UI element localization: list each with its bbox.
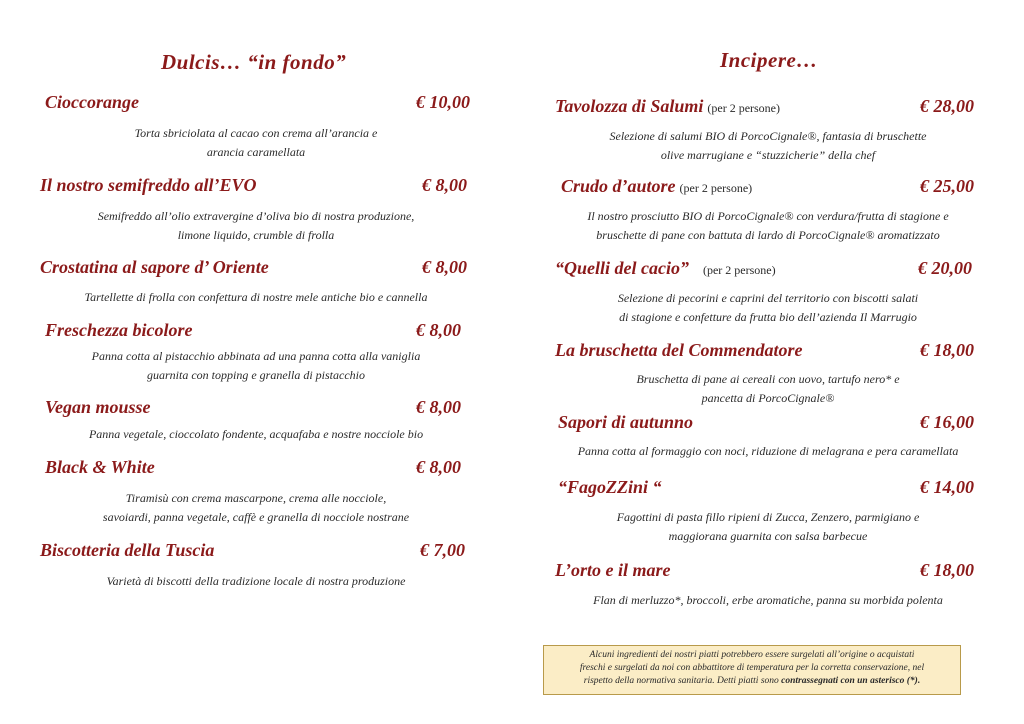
notice-line: rispetto della normativa sanitaria. Detti piatti sono contrassegnati con un asterisco (*). [583, 676, 921, 686]
dish-price: € 8,00 [416, 457, 461, 477]
dish-description: Selezione di salumi BIO di PorcoCignale®, fantasia di bruschette olive marrugiane e “stuzzicherie” della chef [609, 129, 927, 162]
dish-name: Crostatina al sapore d’ Oriente [40, 257, 269, 277]
dish-name: Cioccorange [45, 92, 139, 112]
dish-description: Il nostro prosciutto BIO di PorcoCignale® con verdura/frutta di stagione e bruschette di pane con battuta di lardo di PorcoCignale® aromatizzato [587, 209, 949, 242]
dish-name: “FagoZZini “ [558, 477, 662, 497]
dish-description: Semifreddo all’olio extravergine d’oliva bio di nostra produzione, limone liquido, crumble di frolla [97, 209, 415, 242]
dish-name: Sapori di autunno [558, 412, 694, 432]
dish-name: La bruschetta del Commendatore [555, 340, 803, 360]
allergen-frozen-notice [543, 645, 961, 695]
dish-price: € 18,00 [920, 340, 974, 360]
dish-name: Freschezza bicolore [45, 320, 193, 340]
dish-name: Black & White [45, 457, 155, 477]
dish-name: Tavolozza di Salumi (per 2 persone) [555, 96, 781, 116]
dish-price: € 18,00 [920, 560, 974, 580]
dish-description: Bruschetta di pane ai cereali con uovo, tartufo nero* e pancetta di PorcoCignale® [636, 372, 900, 405]
dish-price: € 16,00 [920, 412, 974, 432]
dish-price: € 20,00 [918, 258, 972, 278]
dish-price: € 8,00 [416, 397, 461, 417]
notice-line: Alcuni ingredienti dei nostri piatti potrebbero essere surgelati all’origine o acquistati [589, 650, 915, 660]
dish-description: Flan di merluzzo*, broccoli, erbe aromatiche, panna su morbida polenta [593, 593, 943, 607]
dish-price: € 8,00 [416, 320, 461, 340]
dish-name: Il nostro semifreddo all’EVO [40, 175, 257, 195]
dish-description: Tiramisù con crema mascarpone, crema alle nocciole, savoiardi, panna vegetale, caffè e granella di nocciole nostrane [102, 491, 410, 524]
starters-section-title: Incipere… [720, 48, 818, 72]
dish-description: Panna cotta al pistacchio abbinata ad una panna cotta alla vaniglia guarnita con topping e granella di pistacchio [91, 349, 421, 382]
dish-name: “Quelli del cacio” (per 2 persone) [555, 258, 776, 278]
dish-description: Panna cotta al formaggio con noci, riduzione di melagrana e pera caramellata [577, 444, 959, 458]
dish-description: Tartellette di frolla con confettura di nostre mele antiche bio e cannella [84, 290, 428, 304]
dish-description: Panna vegetale, cioccolato fondente, acquafaba e nostre nocciole bio [88, 427, 424, 441]
dish-price: € 25,00 [920, 176, 974, 196]
dish-portion-note: (per 2 persone) [707, 101, 781, 115]
dish-description: Selezione di pecorini e caprini del territorio con biscotti salati di stagione e confetture da frutta bio dell’azienda Il Marrugio [617, 291, 919, 324]
dish-description: Fagottini di pasta fillo ripieni di Zucca, Zenzero, parmigiano e maggiorana guarnita con salsa barbecue [616, 510, 920, 543]
dish-price: € 7,00 [420, 540, 465, 560]
dish-portion-note: (per 2 persone) [679, 181, 753, 195]
dessert-section-title: Dulcis… “in fondo” [161, 50, 347, 74]
dish-description: Torta sbriciolata al cacao con crema all’arancia e arancia caramellata [134, 126, 378, 159]
dish-name: L’orto e il mare [555, 560, 671, 580]
dish-name: Biscotteria della Tuscia [40, 540, 215, 560]
dish-name: Crudo d’autore (per 2 persone) [561, 176, 753, 196]
dish-description: Varietà di biscotti della tradizione locale di nostra produzione [106, 574, 406, 588]
notice-line: freschi e surgelati da noi con abbattitore di temperatura per la corretta conservazione, nel [579, 663, 925, 673]
dish-price: € 14,00 [920, 477, 974, 497]
dish-portion-note: (per 2 persone) [702, 263, 776, 277]
notice-emphasis: contrassegnati con un asterisco (*). [781, 676, 921, 686]
dish-price: € 8,00 [422, 175, 467, 195]
dish-name: Vegan mousse [45, 397, 151, 417]
dish-price: € 8,00 [422, 257, 467, 277]
dish-price: € 10,00 [416, 92, 470, 112]
dish-price: € 28,00 [920, 96, 974, 116]
